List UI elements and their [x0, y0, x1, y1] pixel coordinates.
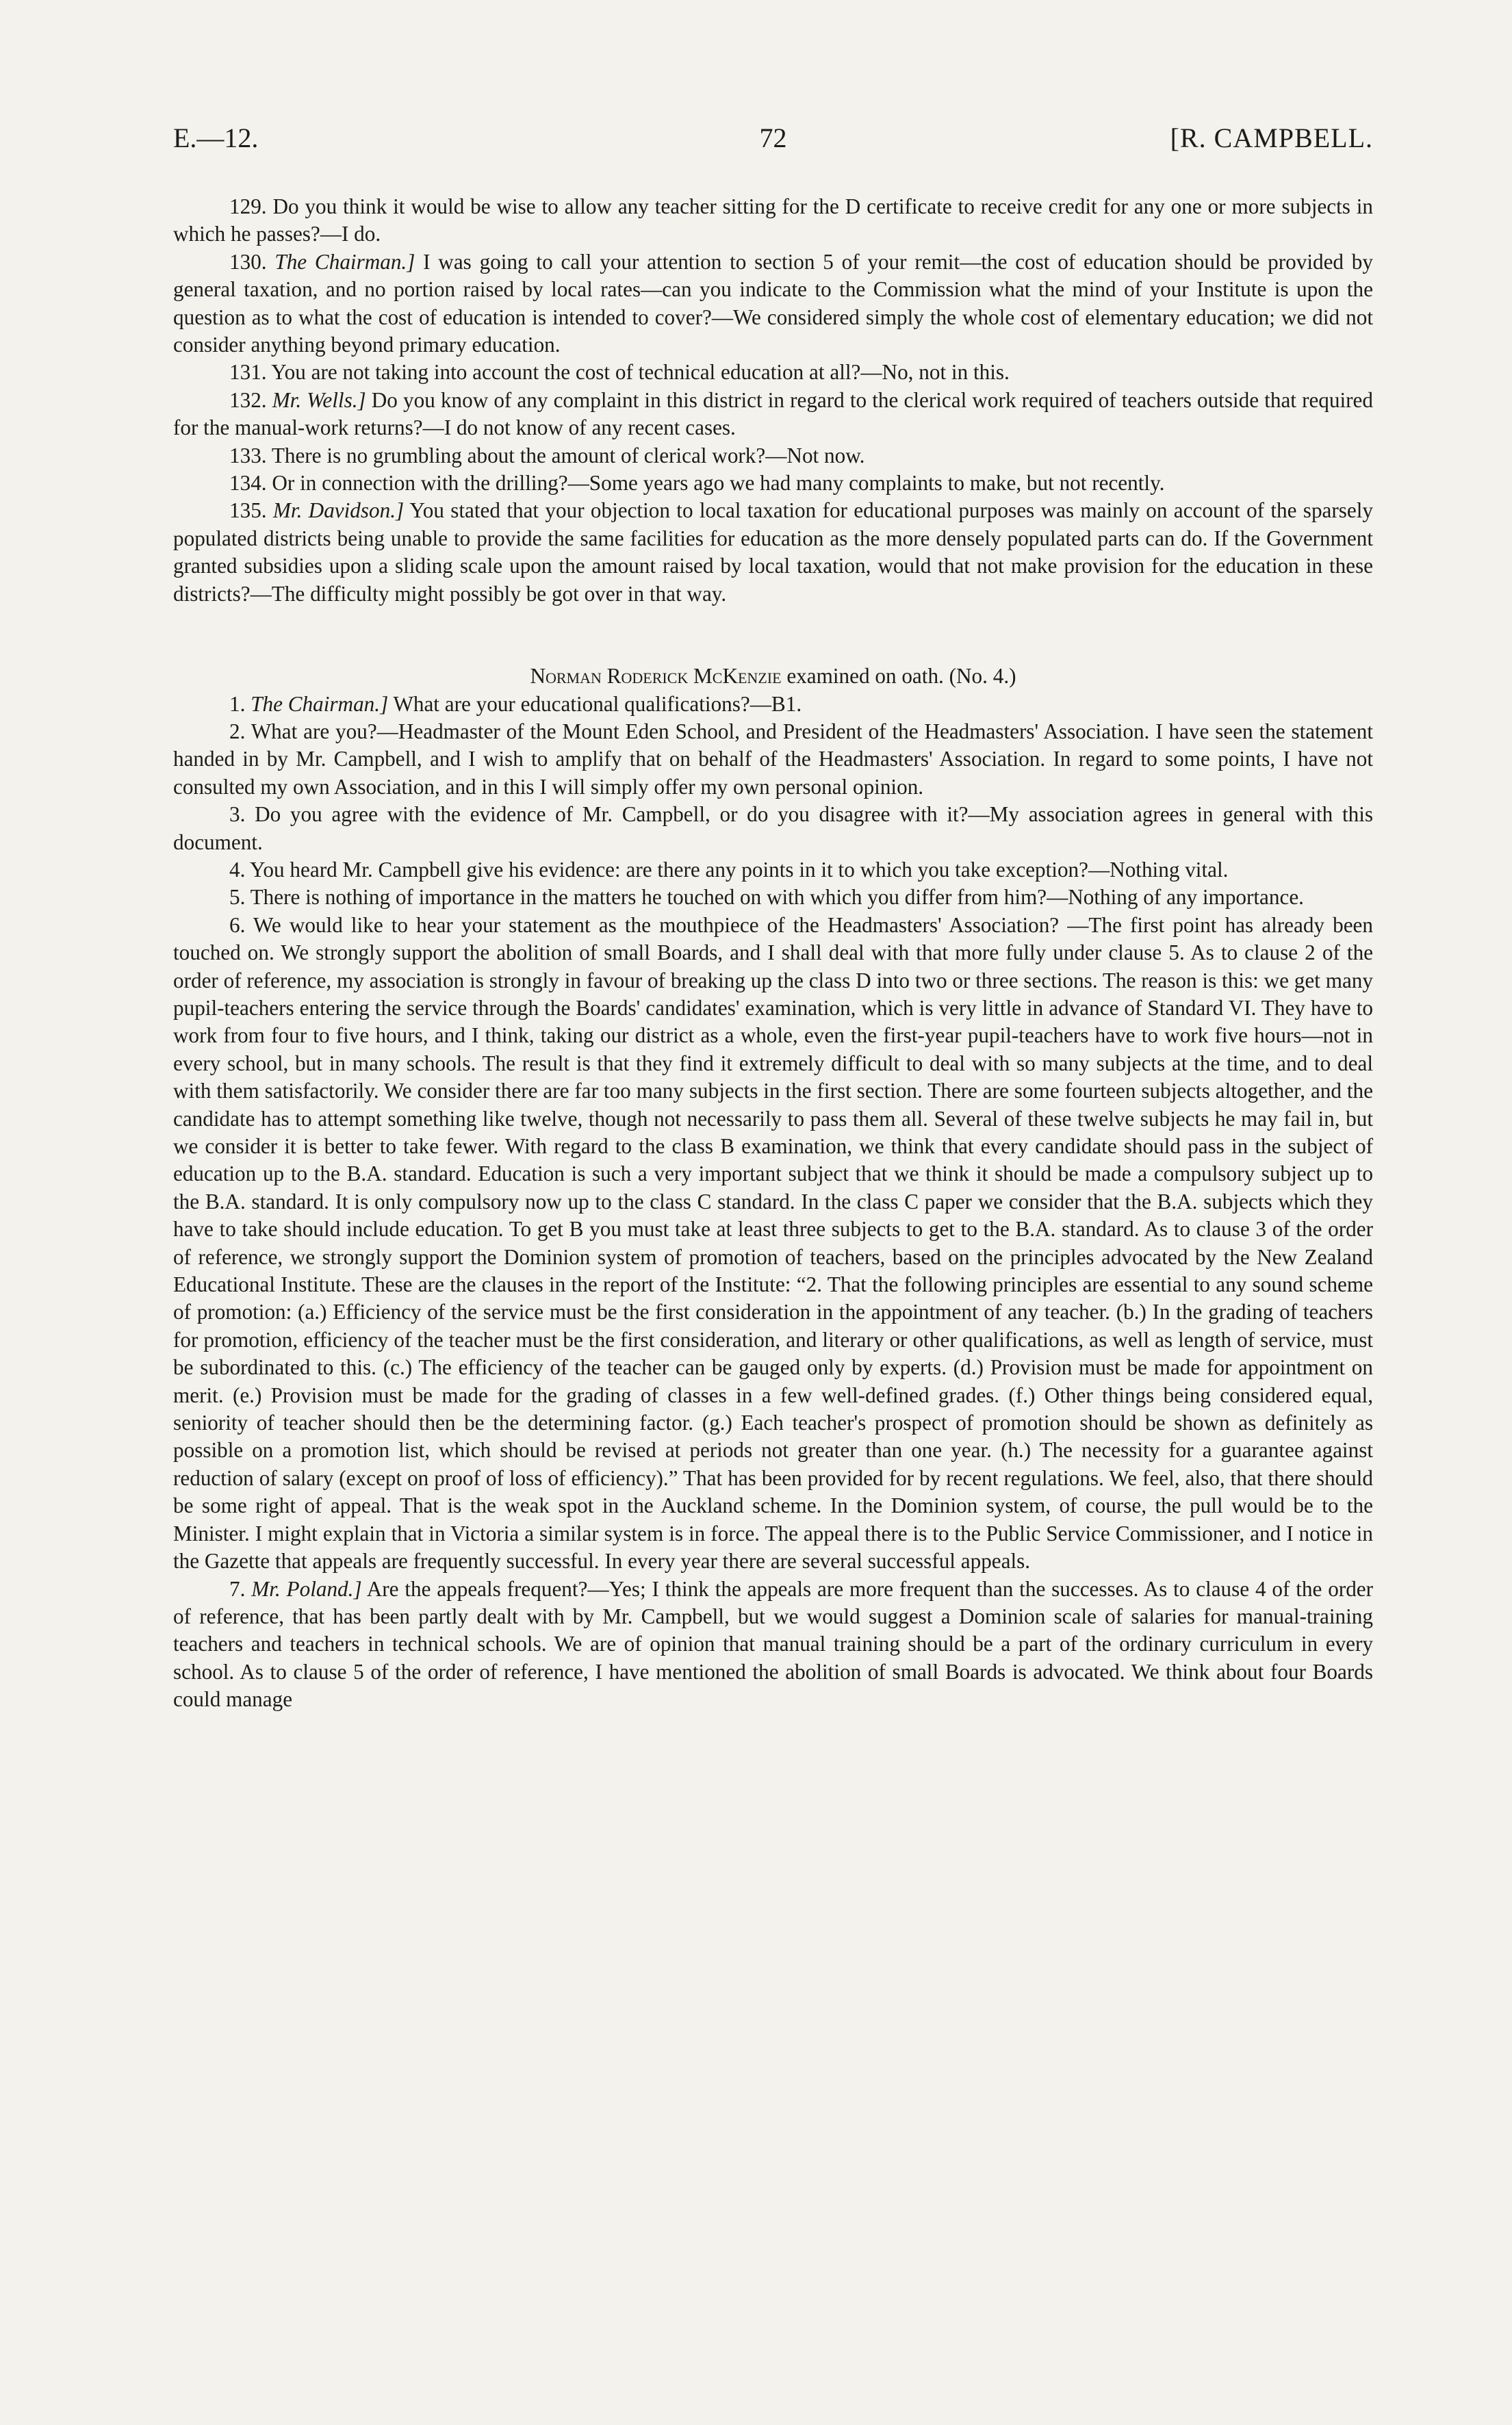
speaker-name: Mr. Wells.] — [272, 387, 366, 412]
question-answer-text: Are the appeals frequent?—Yes; I think the appeals are more frequent than the successes. As to clause 4 of the order of reference, that has been partly dealt with by Mr. Campbell, but we would suggest a Dominion scale of salaries for manual-training teachers and teachers in technical schools. We are of opinion that manual training should be a part of the ordinary curriculum in every school. As to clause 5 of the order of reference, I have mentioned the abolition of small Boards is advocated. We think about four Boards could manage — [173, 1576, 1374, 1712]
question-answer-text: You are not taking into account the cost of technical education at all?—No, not in this. — [271, 360, 1010, 385]
question-number: 132. — [229, 387, 267, 412]
witness-oath-line: examined on oath. (No. 4.) — [786, 664, 1016, 689]
testimony-paragraph — [173, 387, 1373, 442]
speaker-name: Mr. Poland.] — [251, 1576, 362, 1601]
testimony-paragraph — [173, 856, 1373, 884]
testimony-paragraph — [173, 442, 1373, 470]
testimony-paragraph — [173, 884, 1373, 911]
question-number: 135. — [229, 498, 267, 523]
testimony-section-mckenzie — [173, 691, 1373, 1714]
testimony-paragraph — [173, 470, 1373, 497]
question-number: 134. — [229, 471, 267, 496]
question-answer-text: What are your educational qualifications?—B1. — [393, 691, 802, 716]
question-number: 129. — [229, 194, 267, 218]
question-number: 7. — [229, 1576, 246, 1601]
testimony-paragraph — [173, 1576, 1373, 1714]
question-number: 2. — [229, 719, 246, 743]
document-code: E.—12. — [173, 123, 259, 153]
speaker-name: The Chairman.] — [251, 691, 389, 716]
question-answer-text: We would like to hear your statement as the mouthpiece of the Headmasters' Association? —The first point has already been touched on. We strongly support the abolition of small Boards, and I shall deal with that more fully under clause 5. As to clause 2 of the order of reference, my association is strongly in favour of breaking up the class D into two or three sections. The reason is this: we get many pupil-teachers entering the service through the Boards' candidates' examination, which is very little in advance of Standard VI. They have to work from four to five hours, and I think, taking our district as a whole, even the first-year pupil-teachers have to work five hours—not in every school, but in many schools. The result is that they find it extremely difficult to deal with so many subjects at the time, and to deal with them satisfactorily. We consider there are far too many subjects in the first section. There are some fourteen subjects altogether, and the candidate has to attempt something like twelve, though not necessarily to pass them all. Several of these twelve subjects he may fail in, but we consider it is better to take fewer. With regard to the class B examination, we think that every candidate should pass in the subject of education up to the B.A. standard. Education is such a very important subject that we think it should be made a compulsory subject up to the B.A. standard. It is only compulsory now up to the class C standard. In the class C paper we consider that the B.A. subjects which they have to take should include education. To get B you must take at least three subjects to get to the B.A. standard. As to clause 3 of the order of reference, we strongly support the Dominion system of promotion of teachers, based on the principles advocated by the New Zealand Educational Institute. These are the clauses in the report of the Institute: “2. That the following principles are essential to any sound scheme of promotion: (a.) Efficiency of the service must be the first consideration in the appointment of any teacher. (b.) In the grading of teachers for promotion, efficiency of the teacher must be the first consideration, and literary or other qualifications, as well as length of service, must be subordinated to this. (c.) The efficiency of the teacher can be gauged only by experts. (d.) Provision must be made for appointment on merit. (e.) Provision must be made for the grading of classes in a few well-defined grades. (f.) Other things being considered equal, seniority of teacher should then be the determining factor. (g.) Each teacher's prospect of promotion should be shown as definitely as possible on a promotion list, which should be revised at periods not greater than one year. (h.) The necessity for a guarantee against reduction of salary (except on proof of loss of efficiency).” That has been provided for by recent regulations. We feel, also, that there should be some right of appeal. That is the weak spot in the Auckland scheme. In the Dominion system, of course, the pull would be to the Minister. I might explain that in Victoria a similar system is in force. The appeal there is to the Public Service Commissioner, and I notice in the Gazette that appeals are frequently successful. In every year there are several successful appeals. — [173, 912, 1373, 1574]
testimony-paragraph — [173, 801, 1373, 856]
speaker-name: The Chairman.] — [274, 249, 415, 274]
question-number: 6. — [229, 912, 246, 937]
question-answer-text: What are you?—Headmaster of the Mount Eden School, and President of the Headmasters' Association. I have seen the statement handed in by Mr. Campbell, and I wish to amplify that on behalf of the Headmasters' Association. In regard to some points, I have not consulted my own Association, and in this I will simply offer my own personal opinion. — [173, 719, 1374, 799]
question-number: 133. — [229, 443, 267, 467]
testimony-paragraph — [173, 359, 1373, 386]
question-answer-text: There is nothing of importance in the matters he touched on with which you differ from him?—Nothing of any importance. — [250, 885, 1304, 910]
testimony-paragraph — [173, 912, 1373, 1576]
testimony-paragraph — [173, 193, 1373, 248]
question-answer-text: I was going to call your attention to section 5 of your remit—the cost of education should be provided by general taxation, and no portion raised by local rates—can you indicate to the Commission what the mind of your Institute is upon the question as to what the cost of education is intended to cover?—We considered simply the whole cost of elementary education; we did not consider anything beyond primary education. — [173, 249, 1373, 357]
question-answer-text: There is no grumbling about the amount of clerical work?—Not now. — [271, 443, 865, 467]
page-number: 72 — [759, 123, 787, 153]
page-body — [173, 193, 1373, 1714]
speaker-name: Mr. Davidson.] — [272, 498, 405, 523]
testimony-paragraph — [173, 248, 1373, 359]
question-number: 130. — [229, 249, 267, 274]
question-number: 5. — [229, 885, 246, 910]
question-answer-text: Do you think it would be wise to allow any teacher sitting for the D certificate to receive credit for any one or more subjects in which he passes?—I do. — [173, 194, 1374, 246]
witness-running-head: [R. CAMPBELL. — [1170, 123, 1373, 153]
question-answer-text: Or in connection with the drilling?—Some years ago we had many complaints to make, but not recently. — [272, 471, 1165, 496]
page-header — [173, 122, 1373, 163]
testimony-paragraph — [173, 691, 1373, 718]
witness-name: Norman Roderick McKenzie — [530, 664, 782, 689]
question-number: 3. — [229, 802, 246, 827]
witness-heading — [173, 663, 1373, 690]
testimony-paragraph — [173, 497, 1373, 608]
testimony-paragraph — [173, 718, 1373, 801]
question-answer-text: Do you know of any complaint in this district in regard to the clerical work required of teachers outside that required for the manual-work returns?—I do not know of any recent cases. — [173, 387, 1373, 440]
testimony-section-campbell — [173, 193, 1373, 608]
question-answer-text: You heard Mr. Campbell give his evidence: are there any points in it to which you take exception?—Nothing vital. — [250, 857, 1229, 882]
question-number: 1. — [229, 691, 246, 716]
question-answer-text: You stated that your objection to local taxation for educational purposes was mainly on account of the sparsely populated districts being unable to provide the same facilities for education as the more densely populated parts can do. If the Government granted subsidies upon a sliding scale upon the amount raised by local taxation, would that not make provision for the education in these districts?—The difficulty might possibly be got over in that way. — [173, 498, 1374, 606]
question-number: 131. — [229, 360, 267, 385]
question-answer-text: Do you agree with the evidence of Mr. Campbell, or do you disagree with it?—My association agrees in general with this document. — [173, 802, 1374, 854]
question-number: 4. — [229, 857, 246, 882]
